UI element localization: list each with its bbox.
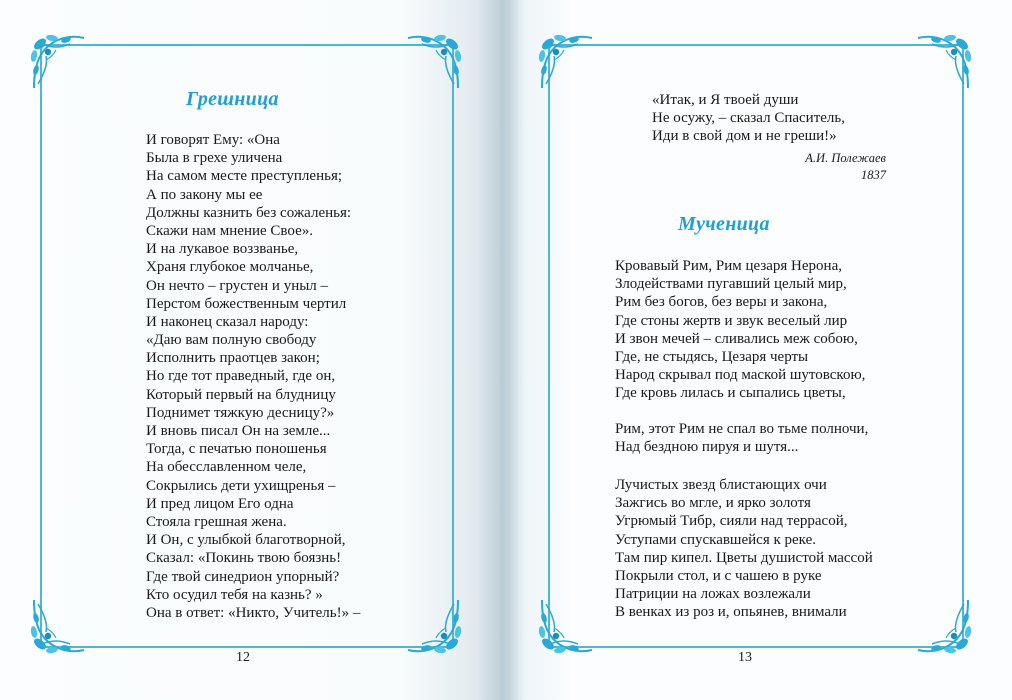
poem-line: Исполнить праотцев закон;	[146, 350, 320, 367]
poem-line: Патриции на ложах возлежали	[615, 586, 811, 603]
poem-line: Зажгись во мгле, и ярко золотя	[615, 495, 811, 512]
floral-corner-ornament-icon	[404, 596, 462, 654]
poem-line: Уступами спускавшейся к реке.	[615, 531, 816, 548]
left-poem-body	[146, 131, 360, 622]
poem-line: Кто осудил тебя на казнь? »	[146, 586, 323, 603]
poem-line: Храня глубокое молчанье,	[146, 259, 314, 276]
poem-line: «Итак, и Я твоей души	[652, 92, 799, 108]
left-page-number: 12	[236, 650, 250, 665]
poem-line: И говорят Ему: «Она	[146, 132, 280, 148]
right-page-number: 13	[738, 650, 752, 665]
poem-line: И пред лицом Его одна	[146, 495, 294, 512]
right-poem-stanza-3	[615, 476, 873, 622]
right-poem-stanza-2	[615, 420, 868, 456]
floral-corner-ornament-icon	[538, 34, 596, 92]
poem-line: В венках из роз и, опьянев, внимали	[615, 604, 847, 621]
poem-line: И звон мечей – сливались меж собою,	[615, 330, 858, 347]
poem-line: Угрюмый Тибр, сияли над террасой,	[615, 513, 848, 530]
poem-line: Тогда, с печатью поношенья	[146, 441, 327, 458]
poem-line: Где стоны жертв и звук веселый лир	[615, 312, 848, 329]
poem-line: Над бездною пируя и шутя...	[615, 439, 799, 456]
attribution-year: 1837	[861, 168, 886, 182]
poem-line: Рим, этот Рим не спал во тьме полночи,	[615, 421, 869, 437]
poem-line: А по закону мы ее	[146, 186, 263, 203]
poem-line: На обесславленном челе,	[146, 459, 307, 476]
attribution-author: А.И. Полежаев	[805, 151, 886, 165]
poem-line: Там пир кипел. Цветы душистой массой	[615, 549, 873, 566]
poem-line: Сокрылись дети ухищренья –	[146, 477, 336, 494]
poem-line: Перстом божественным чертил	[146, 295, 347, 312]
poem-line: Не осужу, – сказал Спаситель,	[652, 110, 845, 127]
poem-line: На самом месте преступленья;	[146, 168, 343, 185]
poem-line: Народ скрывал под маской шутовскою,	[615, 367, 866, 384]
poem-line: Стояла грешная жена.	[146, 513, 287, 530]
poem-line: Он нечто – грустен и уныл –	[146, 277, 329, 294]
poem-line: Покрыли стол, и с чашею в руке	[615, 567, 822, 584]
attribution	[760, 150, 886, 184]
floral-corner-ornament-icon	[30, 596, 88, 654]
right-poem-stanza-1	[615, 257, 865, 403]
right-poem-title: Мученица	[678, 213, 770, 235]
poem-line: Была в грехе уличена	[146, 150, 283, 167]
poem-line: Где твой синедрион упорный?	[146, 568, 340, 585]
floral-corner-ornament-icon	[30, 34, 88, 92]
poem-line: Кровавый Рим, Рим цезаря Нерона,	[615, 258, 842, 274]
poem-line: Где кровь лилась и сыпались цветы,	[615, 385, 846, 402]
poem-line: Сказал: «Покинь твою боязнь!	[146, 550, 342, 567]
poem-line: Рим без богов, без веры и закона,	[615, 294, 828, 311]
poem-line: Но где тот праведный, где он,	[146, 368, 336, 385]
poem-line: И на лукавое воззванье,	[146, 241, 299, 258]
floral-corner-ornament-icon	[914, 34, 972, 92]
floral-corner-ornament-icon	[538, 596, 596, 654]
poem-line: И наконец сказал народу:	[146, 313, 309, 330]
floral-corner-ornament-icon	[404, 34, 462, 92]
poem-line: «Даю вам полную свободу	[146, 332, 317, 349]
poem-line: Поднимет тяжкую десницу?»	[146, 404, 335, 421]
left-poem-title: Грешница	[186, 88, 279, 110]
floral-corner-ornament-icon	[914, 596, 972, 654]
poem-line: Лучистых звезд блистающих очи	[615, 477, 827, 493]
poem-line: Злодействами пугавший целый мир,	[615, 276, 847, 293]
poem-line: Который первый на блудницу	[146, 386, 336, 403]
poem-line: Иди в свой дом и не греши!»	[652, 128, 837, 145]
poem-line: Она в ответ: «Никто, Учитель!» –	[146, 604, 361, 621]
poem-line: Где, не стыдясь, Цезаря черты	[615, 348, 809, 365]
poem-line: И вновь писал Он на земле...	[146, 423, 331, 439]
poem-line: Скажи нам мнение Свое».	[146, 222, 314, 239]
right-poem-continuation	[652, 91, 845, 146]
poem-line: И Он, с улыбкой благотворной,	[146, 532, 346, 549]
poem-line: Должны казнить без сожаленья:	[146, 204, 352, 221]
